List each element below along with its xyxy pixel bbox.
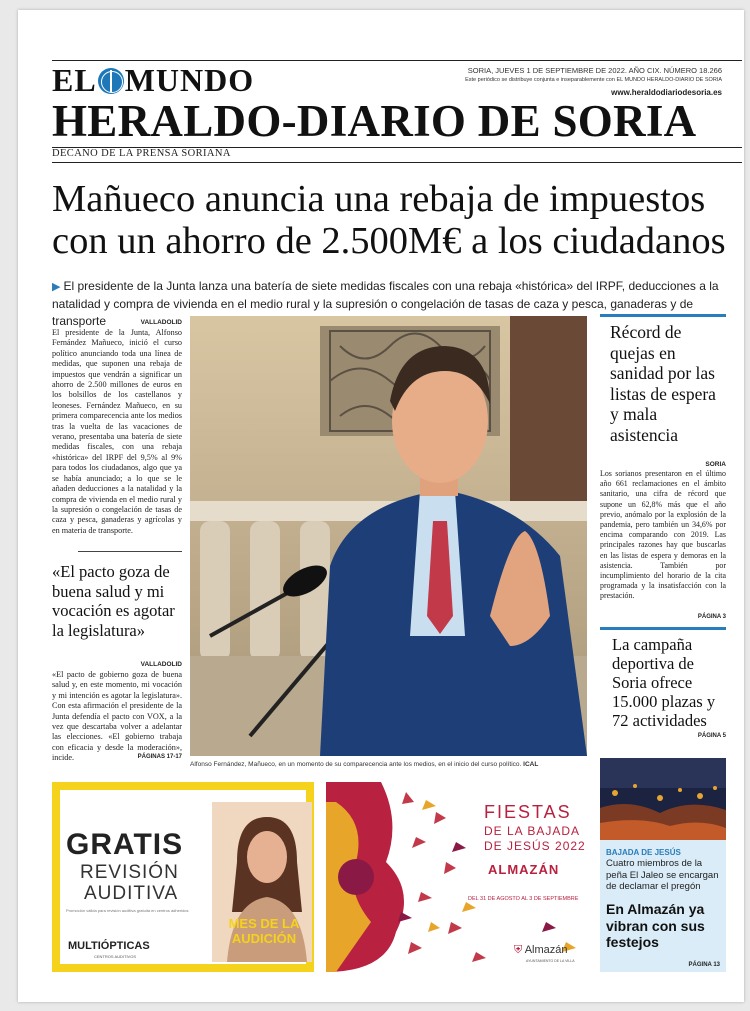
almazan-logo <box>514 944 568 957</box>
coat-of-arms-icon: ⛨ <box>514 944 523 956</box>
newspaper-front-page <box>18 10 744 1002</box>
teaser-kicker: BAJADA DE JESÚS <box>606 848 681 857</box>
secondary-headline[interactable]: «El pacto goza de buena salud y mi vocación es agotar la legislatura» <box>52 562 175 640</box>
multiopticas-sub: CENTROS AUDITIVOS <box>94 954 137 959</box>
top-rule <box>52 60 742 61</box>
tagline: DECANO DE LA PRENSA SORIANA <box>52 148 231 159</box>
photo-credit: ICAL <box>523 761 539 768</box>
ad-promo: MES DE LA AUDICIÓN <box>228 916 300 946</box>
fiestas-title: FIESTAS <box>484 802 572 822</box>
photo-caption <box>190 761 590 768</box>
website-link[interactable]: www.heraldodiariodesoria.es <box>611 88 722 97</box>
right-top-blue-rule <box>600 314 726 317</box>
brand-post: MUNDO <box>124 62 255 98</box>
globe-icon <box>98 68 124 94</box>
right-story1-page-ref[interactable]: PÁGINA 3 <box>697 614 726 620</box>
distribution-notice: Este periódico se distribuye conjunta e inseparablemente con EL MUNDO HERALDO-DIARIO DE SORIA <box>465 77 722 83</box>
ad-fine-print: Promoción válida para revisión auditiva gratuita en centros adheridos <box>66 908 189 913</box>
secondary-location: VALLADOLID <box>140 661 182 668</box>
audition-ad[interactable] <box>52 782 314 972</box>
right-story1-location: SORIA <box>705 461 726 468</box>
fiestas-town: ALMAZÁN <box>488 862 560 877</box>
caption-text: Alfonso Fernández, Mañueco, en un momento de su comparecencia ante los medios, en el inicio del curso político. <box>190 761 522 768</box>
fiestas-sub2: DE JESÚS 2022 <box>484 839 586 853</box>
teaser-headline[interactable]: En Almazán ya vibran con sus festejos <box>606 901 705 950</box>
right-story2-page-ref[interactable]: PÁGINA 5 <box>697 733 726 739</box>
politician-photo-illustration <box>190 316 587 756</box>
ad-gratis: GRATIS <box>66 828 184 861</box>
date-text: SORIA, JUEVES 1 DE SEPTIEMBRE DE 2022. AÑO CIX. NÚMERO 18.266 <box>467 66 722 75</box>
lead-location: VALLADOLID <box>140 319 182 326</box>
multiopticas-logo: MULTIÓPTICAS <box>68 940 150 952</box>
almazan-logo-text: Almazán <box>524 944 568 956</box>
crowd-night-photo <box>600 758 726 840</box>
right-story2-headline[interactable]: La campaña deportiva de Soria ofrece 15.000 plazas y 72 actividades <box>612 635 716 730</box>
brand-pre: EL <box>52 62 97 98</box>
right-story1-headline[interactable]: Récord de quejas en sanidad por las listas de espera y mala asistencia <box>610 322 716 445</box>
teaser-page-ref[interactable]: PÁGINA 13 <box>688 962 720 968</box>
secondary-body: «El pacto de gobierno goza de buena salud y, en este momento, mi vocación y mi intención es agotar la legislatura». Con esta afirmación el presidente de la Junta defendía el pacto con VOX, a la vez que descartaba volver a adelantar las elecciones. «El gobierno trabaja con eficacia y desde la moderación», incide. <box>52 670 182 763</box>
fiestas-ad[interactable] <box>326 782 604 972</box>
lead-photo <box>190 316 587 756</box>
fiestas-sub1: DE LA BAJADA <box>484 824 581 838</box>
lead-body: El presidente de la Junta, Alfonso Fernández Mañueco, inició el curso político anunciando toda una línea de medidas, que suponen una rebaja de impuestos que vendrán a significar un ahorro de 2.500 millones de euros en los bolsillos de los castellanos y leoneses. Fernández Mañueco, en su primera comparecencia ante los medios tras la vuelta de las vacaciones de verano, presentaba una batería de siete medidas fiscales, con una rebaja «histórica» del IRPF del 9,5% al 9% para todos los ciudadanos, algo que ya se había anunciado; a lo que se le añaden deducciones a la natalidad y la compra de vivienda en el medio rural y la supresión o congelación de tasas de caza y pesca, ganaderas y agrícolas y en materia de transporte. <box>52 328 182 535</box>
column-divider <box>78 551 182 552</box>
dateline <box>402 66 722 84</box>
teaser-summary: Cuatro miembros de la peña El Jaleo se encargan de declamar el pregón <box>606 858 719 892</box>
ad-auditiva: AUDITIVA <box>84 883 179 904</box>
deck-text: El presidente de la Junta lanza una batería de siete medidas fiscales con una rebaja «histórica» del IRPF, deducciones a la natalidad y compra de vivienda en el medio rural y la supresión o congelación de tasas de caza y pesca, ganaderas y de transporte <box>52 279 719 328</box>
almazan-logo-sub: AYUNTAMIENTO DE LA VILLA <box>526 959 575 963</box>
triangle-bullet-icon: ▶ <box>52 281 61 293</box>
masthead-bottom-rule <box>52 162 742 163</box>
ad-revision: REVISIÓN <box>80 862 179 883</box>
right-mid-blue-rule <box>600 627 726 630</box>
bajada-teaser[interactable] <box>600 758 726 972</box>
right-story1-body: Los sorianos presentaron en el último año 661 reclamaciones en el ámbito sanitario, una cifra de récord que supone un 62,8% más que el año previo, anómalo por la explosión de la pandemia, pero también un 34,6% por encima comparando con 2019. Las principales razones hay que buscarlas en las listas de espera y demoras en la asistencia. También por incumplimiento del horario de la cita programada y la insatisfacción con la prestación. <box>600 469 726 601</box>
el-mundo-logo[interactable] <box>52 64 254 96</box>
secondary-page-ref[interactable]: PÁGINAS 17-17 <box>137 754 182 760</box>
fiestas-dates: DEL 31 DE AGOSTO AL 3 DE SEPTIEMBRE <box>468 896 579 902</box>
newspaper-title: HERALDO-DIARIO DE SORIA <box>52 96 697 146</box>
main-headline[interactable]: Mañueco anuncia una rebaja de impuestos con un ahorro de 2.500M€ a los ciudadanos <box>52 178 726 262</box>
